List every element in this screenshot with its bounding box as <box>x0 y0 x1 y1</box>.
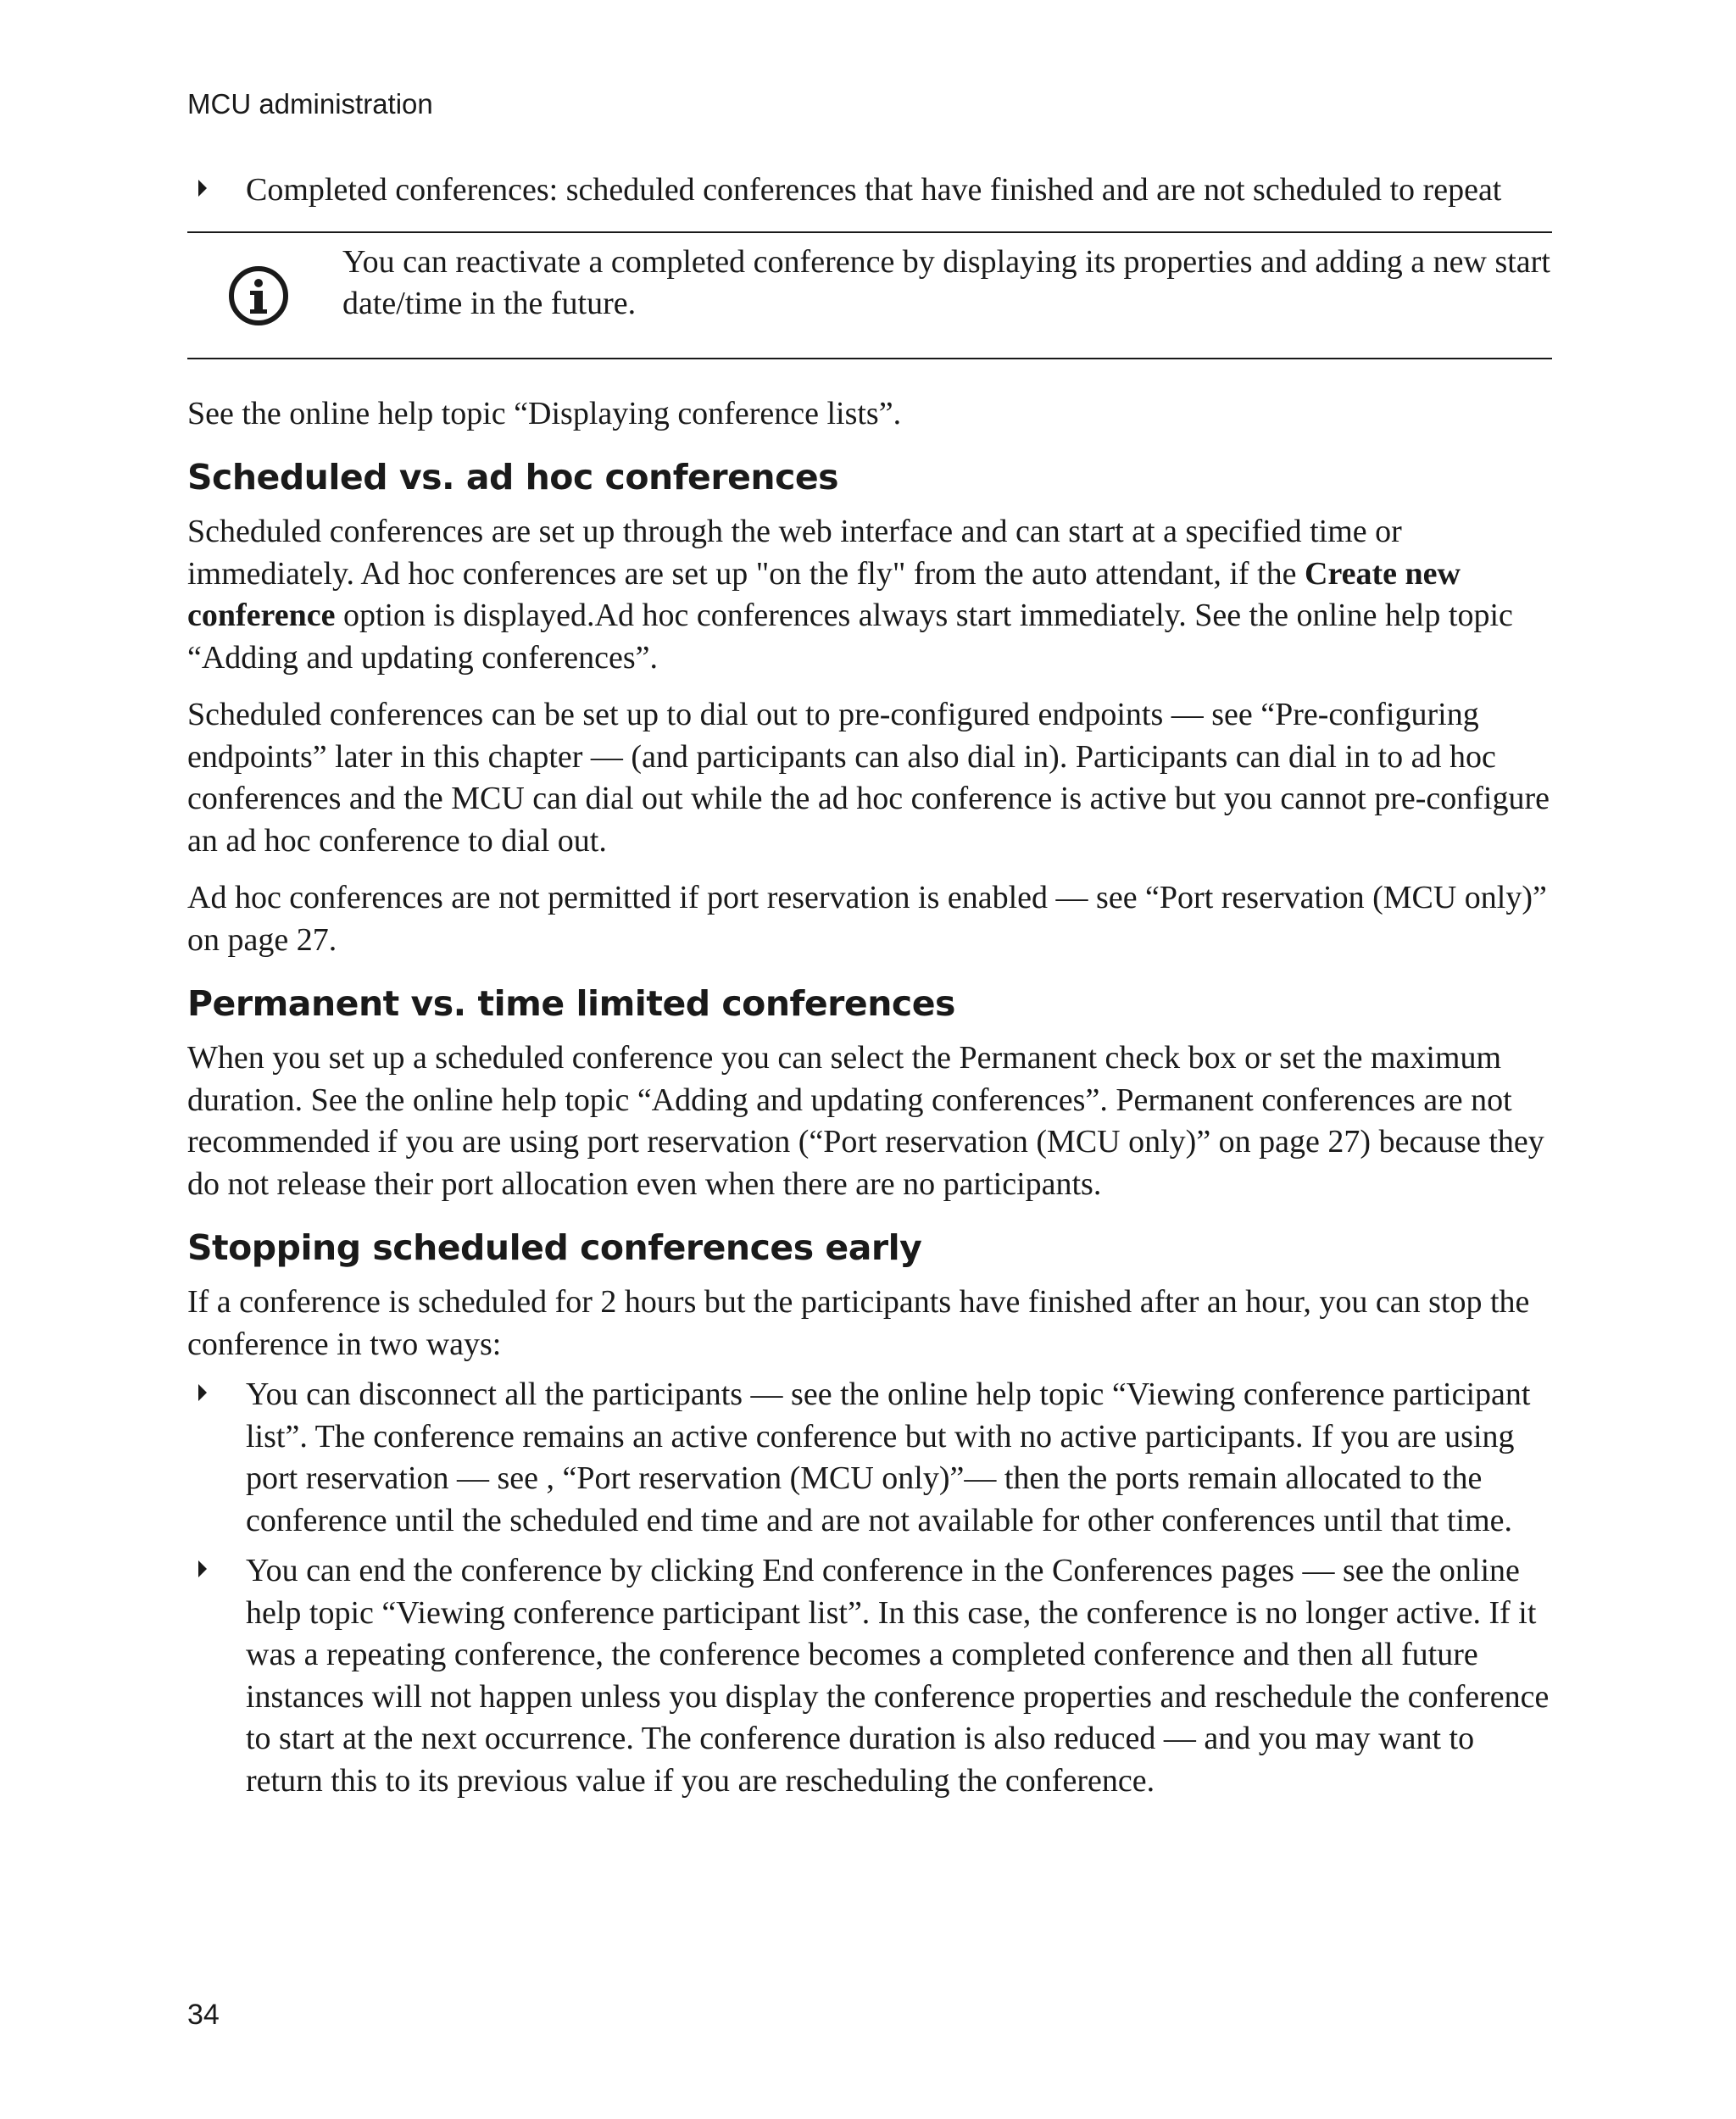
section-heading-stopping-early: Stopping scheduled conferences early <box>187 1227 922 1268</box>
info-icon <box>227 264 290 327</box>
paragraph: Ad hoc conferences are not permitted if port reservation is enabled — see “Port reservation (MCU only)” on page 27. <box>187 880 1547 958</box>
list-item-text: You can end the conference by clicking End conference in the Conferences pages — see the online help topic “Viewing conference participant list”. In this case, the conference is no longer active. If it was a repeating conference, the conference becomes a completed conference and then all future instances will not happen unless you display the conference properties and reschedule the conference to start at the next occurrence. The conference duration is also reduced — and you may want to return this to its previous value if you are rescheduling the conference. <box>246 1553 1550 1799</box>
bullet-arrow-icon <box>198 1384 207 1401</box>
section-heading-scheduled-vs-adhoc: Scheduled vs. ad hoc conferences <box>187 457 839 498</box>
note-text: You can reactivate a completed conference by displaying its properties and adding a new start date/time in the future. <box>342 243 1550 321</box>
info-note <box>187 231 1552 359</box>
see-also-text: See the online help topic “Displaying conference lists”. <box>187 395 902 431</box>
list-item-text: Completed conferences: scheduled conferences that have finished and are not scheduled to repeat <box>246 172 1502 208</box>
paragraph: Scheduled conferences are set up through the web interface and can start at a specified time or immediately. Ad hoc conferences are set up "on the fly" from the auto attendant, if the Create new conference option is displayed.Ad hoc conferences always start immediately. See the online help topic “Adding and updating conferences”. <box>187 514 1513 676</box>
bold-option-name: Create new conference <box>187 555 1461 633</box>
paragraph: When you set up a scheduled conference you can select the Permanent check box or set the maximum duration. See the online help topic “Adding and updating conferences”. Permanent conferences are not recommended if you are using port reservation (“Port reservation (MCU only)” on page 27) because they do not release their port allocation even when there are no participants. <box>187 1040 1544 1202</box>
page-number: 34 <box>187 1999 220 2031</box>
bullet-arrow-icon <box>198 180 207 197</box>
page-body <box>187 170 1552 1802</box>
section-heading-permanent-vs-time-limited: Permanent vs. time limited conferences <box>187 983 955 1024</box>
paragraph: If a conference is scheduled for 2 hours but the participants have finished after an hour, you can stop the conference in two ways: <box>187 1284 1530 1362</box>
list-item <box>187 1550 1552 1802</box>
list-item <box>187 170 1552 212</box>
list-item <box>187 1374 1552 1542</box>
running-header: MCU administration <box>187 88 433 120</box>
paragraph: Scheduled conferences can be set up to dial out to pre-configured endpoints — see “Pre-configuring endpoints” later in this chapter — (and participants can also dial in). Participants can dial in to ad hoc conferences and the MCU can dial out while the ad hoc conference is active but you cannot pre-configure an ad hoc conference to dial out. <box>187 697 1550 859</box>
list-item-text: You can disconnect all the participants — see the online help topic “Viewing conference participant list”. The conference remains an active conference but with no active participants. If you are using port reservation — see , “Port reservation (MCU only)”— then the ports remain allocated to the conference until the scheduled end time and are not available for other conferences until that time. <box>246 1377 1531 1538</box>
bullet-arrow-icon <box>198 1560 207 1577</box>
